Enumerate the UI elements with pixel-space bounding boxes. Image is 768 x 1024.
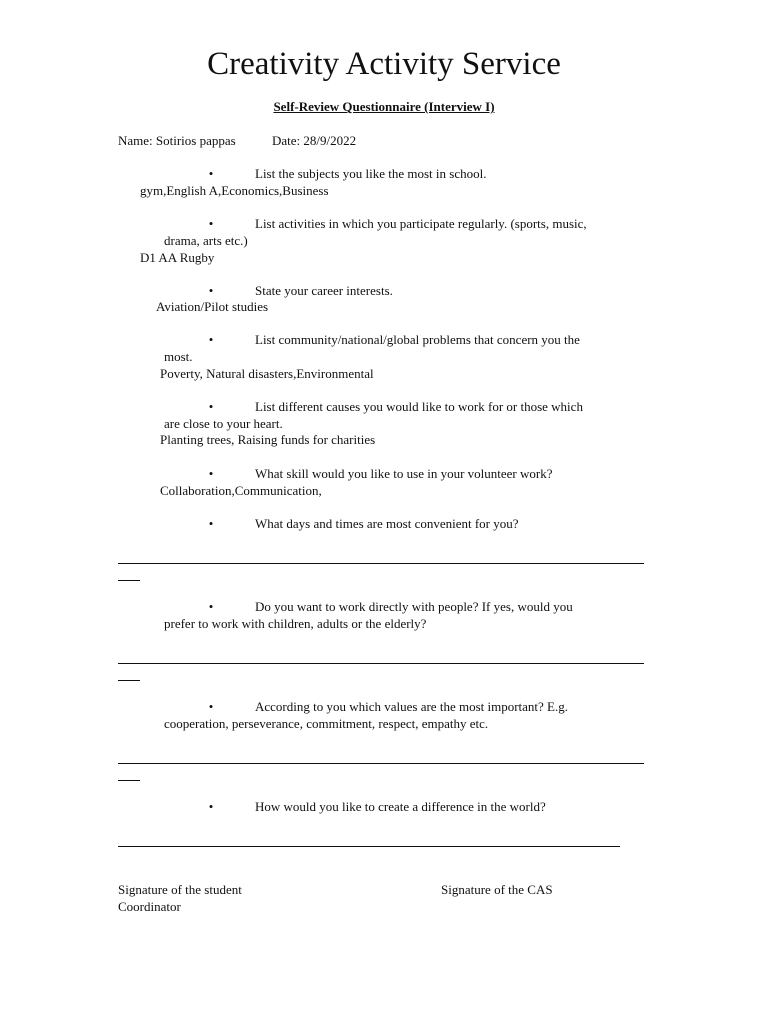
answer-line <box>118 846 620 847</box>
document-subtitle: Self-Review Questionnaire (Interview I) <box>273 99 495 114</box>
question-10: How would you like to create a difference in the world? <box>255 799 546 814</box>
answer-line <box>118 763 644 764</box>
question-9-continued: cooperation, perseverance, commitment, respect, empathy etc. <box>164 716 489 731</box>
answer-line <box>118 680 140 681</box>
bullet-icon: • <box>208 166 214 181</box>
student-signature-label: Signature of the student <box>118 882 242 897</box>
student-name: Name: Sotirios pappas <box>118 133 236 148</box>
question-6: What skill would you like to use in your volunteer work? <box>255 466 553 481</box>
question-8-continued: prefer to work with children, adults or the elderly? <box>164 616 427 631</box>
bullet-icon: • <box>208 699 214 714</box>
answer-1: gym,English A,Economics,Business <box>140 183 329 198</box>
question-5-continued: are close to your heart. <box>164 416 283 431</box>
bullet-icon: • <box>208 599 214 614</box>
bullet-icon: • <box>208 216 214 231</box>
coordinator-label: Coordinator <box>118 899 181 914</box>
bullet-icon: • <box>208 332 214 347</box>
question-9: According to you which values are the most important? E.g. <box>255 699 569 714</box>
form-date: Date: 28/9/2022 <box>272 133 357 148</box>
answer-line <box>118 580 140 581</box>
question-2-continued: drama, arts etc.) <box>164 233 248 248</box>
answer-4: Poverty, Natural disasters,Environmental <box>160 366 374 381</box>
answer-line <box>118 563 644 564</box>
bullet-icon: • <box>208 799 214 814</box>
question-7: What days and times are most convenient for you? <box>255 516 519 531</box>
answer-6: Collaboration,Communication, <box>160 483 322 498</box>
question-2: List activities in which you participate regularly. (sports, music, <box>255 216 587 231</box>
answer-2: D1 AA Rugby <box>140 250 215 265</box>
question-4-continued: most. <box>164 349 193 364</box>
bullet-icon: • <box>208 516 214 531</box>
answer-line <box>118 780 140 781</box>
question-1: List the subjects you like the most in school. <box>255 166 487 181</box>
cas-signature-label: Signature of the CAS <box>441 882 553 897</box>
question-8: Do you want to work directly with people? If yes, would you <box>255 599 573 614</box>
answer-5: Planting trees, Raising funds for charities <box>160 432 376 447</box>
question-3: State your career interests. <box>255 283 393 298</box>
question-4: List community/national/global problems that concern you the <box>255 332 580 347</box>
bullet-icon: • <box>208 283 214 298</box>
bullet-icon: • <box>208 466 214 481</box>
answer-line <box>118 663 644 664</box>
document-title: Creativity Activity Service <box>207 46 561 82</box>
answer-3: Aviation/Pilot studies <box>156 299 269 314</box>
question-5: List different causes you would like to work for or those which <box>255 399 583 414</box>
bullet-icon: • <box>208 399 214 414</box>
